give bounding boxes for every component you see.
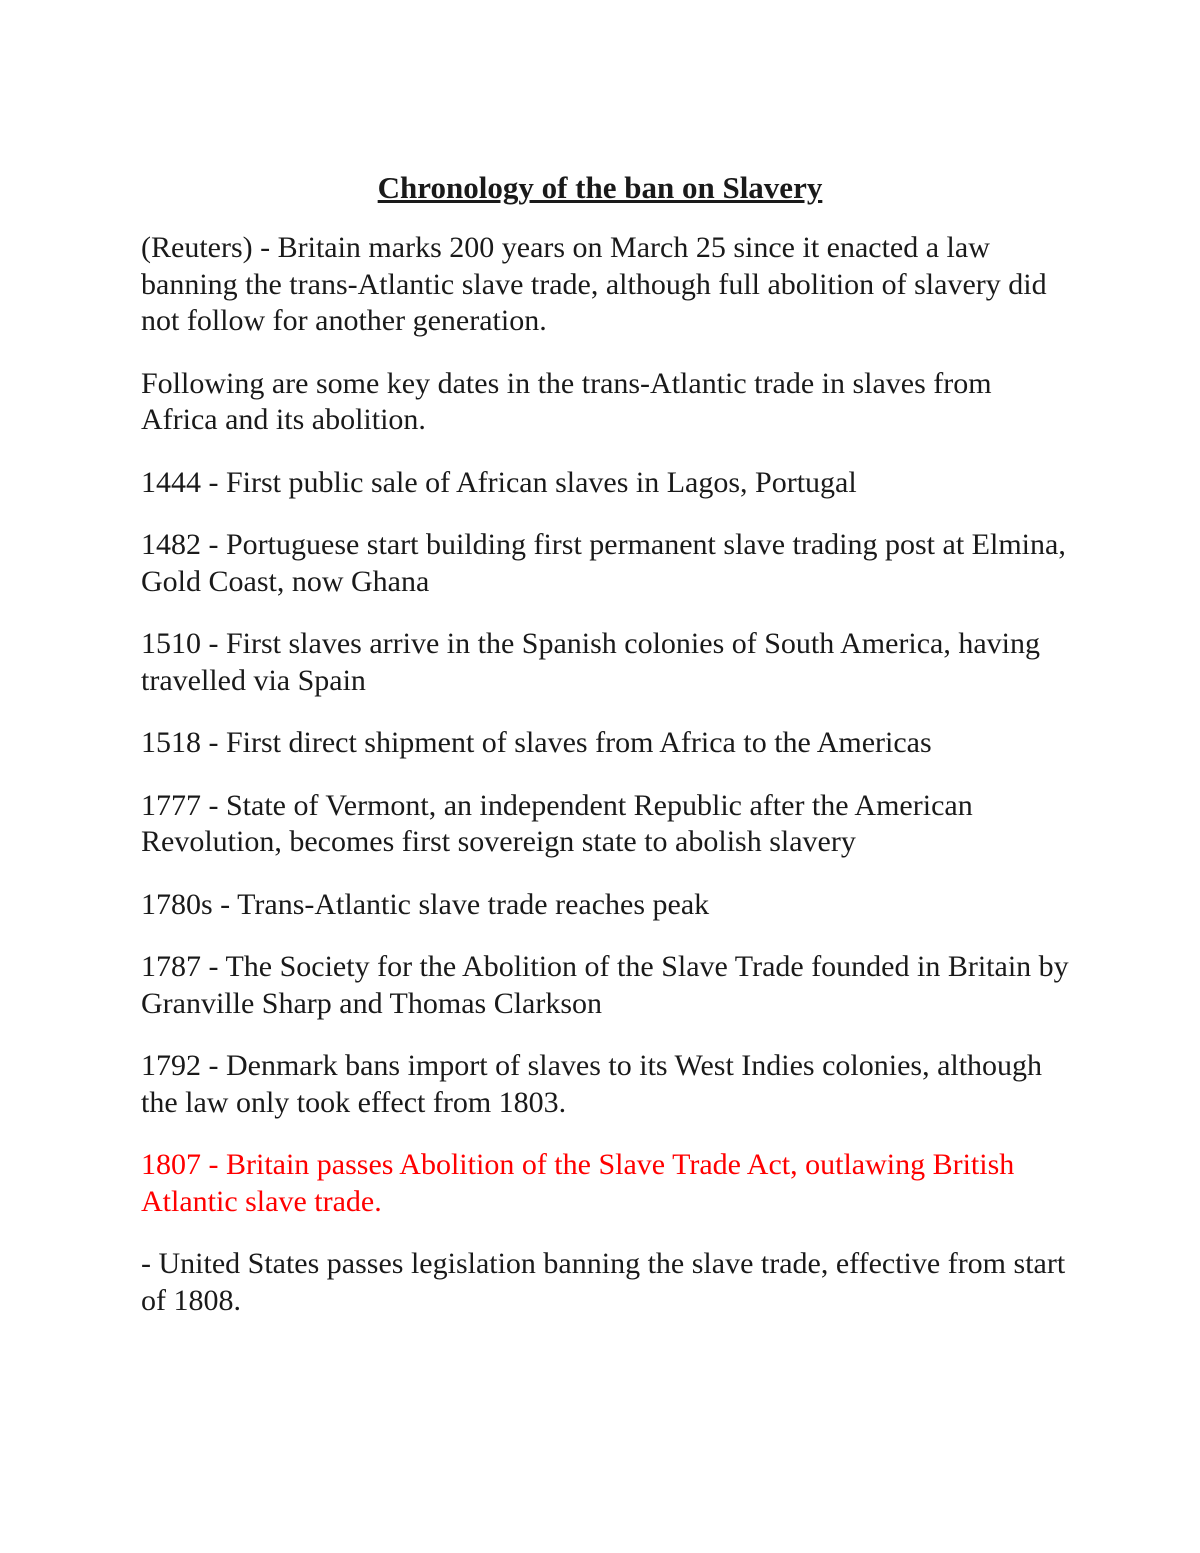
timeline-entry-1777: 1777 - State of Vermont, an independent Republic after the American Revolution, becomes first sovereign state to abolish slavery xyxy=(141,788,973,858)
timeline-entry-1807-us: - United States passes legislation banning the slave trade, effective from start of 1808. xyxy=(141,1247,1066,1317)
timeline-entry-1780s: 1780s - Trans-Atlantic slave trade reaches peak xyxy=(141,887,710,921)
timeline-entry-1510: 1510 - First slaves arrive in the Spanish colonies of South America, having travelled via Spain xyxy=(141,627,1041,697)
timeline-entry-1518: 1518 - First direct shipment of slaves from Africa to the Americas xyxy=(141,726,932,759)
document-title: Chronology of the ban on Slavery xyxy=(377,170,823,205)
lead-paragraph: Following are some key dates in the trans-Atlantic trade in slaves from Africa and its abolition. xyxy=(141,366,992,436)
timeline-entry-1482: 1482 - Portuguese start building first permanent slave trading post at Elmina, Gold Coast, now Ghana xyxy=(141,528,1066,598)
timeline-entry-1792: 1792 - Denmark bans import of slaves to its West Indies colonies, although the law only took effect from 1803. xyxy=(141,1049,1043,1119)
timeline-entry-1787: 1787 - The Society for the Abolition of the Slave Trade founded in Britain by Granville Sharp and Thomas Clarkson xyxy=(141,950,1069,1020)
intro-paragraph: (Reuters) - Britain marks 200 years on March 25 since it enacted a law banning the trans-Atlantic slave trade, although full abolition of slavery did not follow for another generation. xyxy=(141,231,1047,337)
timeline-entry-1444: 1444 - First public sale of African slaves in Lagos, Portugal xyxy=(141,465,857,499)
document-body xyxy=(141,230,1071,1345)
timeline-entry-1807: 1807 - Britain passes Abolition of the Slave Trade Act, outlawing British Atlantic slave trade. xyxy=(141,1148,1015,1218)
